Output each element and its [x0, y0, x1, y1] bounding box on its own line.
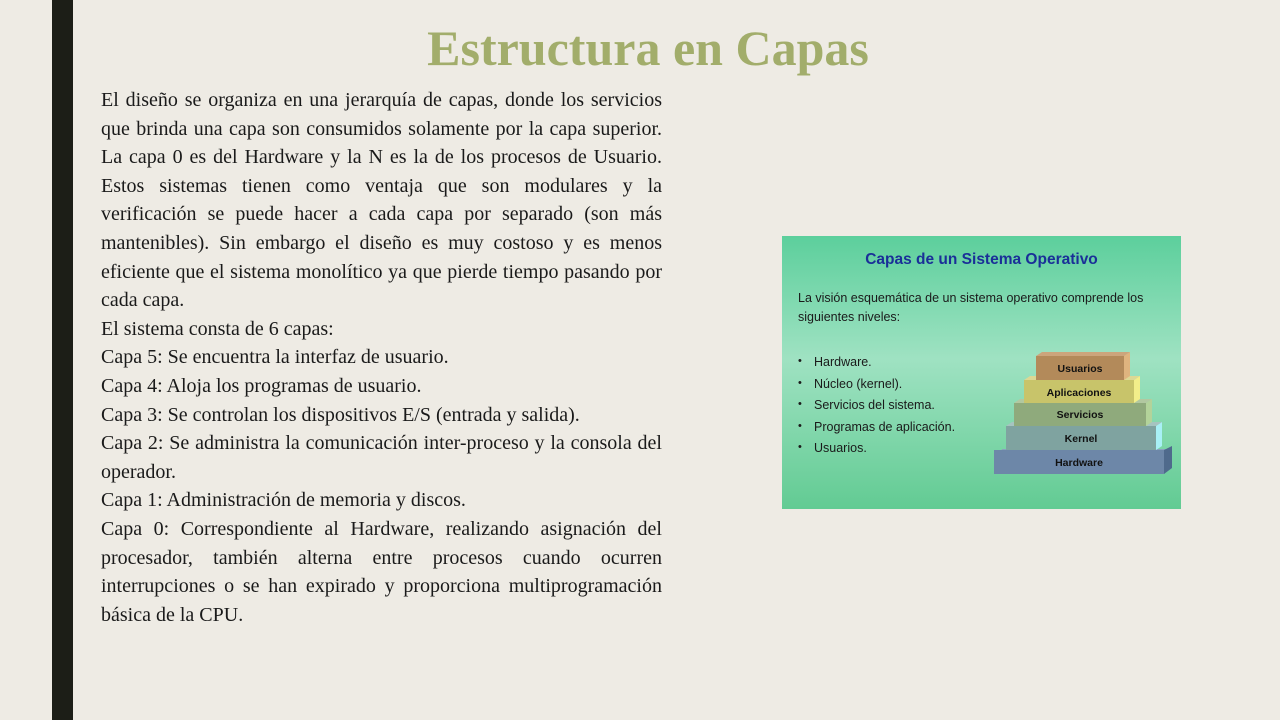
list-item: • Servicios del sistema. [798, 395, 955, 417]
layer-label-kernel: Kernel [1064, 433, 1098, 445]
layer-label-usuarios: Usuarios [1057, 363, 1103, 375]
layer-5-text: Capa 5: Se encuentra la interfaz de usuario. [101, 346, 449, 369]
layer-3-text: Capa 3: Se controlan los dispositivos E/S (entrada y salida). [101, 403, 580, 426]
list-item: • Programas de aplicación. [798, 417, 955, 439]
layer-hardware-block [994, 446, 1172, 474]
left-accent-bar [52, 0, 73, 720]
intro-paragraph: El diseño se organiza en una jerarquía de capas, donde los servicios que brinda una capa son consumidos solamente por la capa superior. La capa 0 es del Hardware y la N es la de los procesos de Usuario. Estos sistemas tienen como ventaja que son modulares y la verificación se puede hacer a cada capa por separado (son más mantenibles). Sin embargo el diseño es muy costoso y es menos eficiente que el sistema monolítico ya que pierde tiempo pasando por cada capa. [101, 89, 662, 312]
layer-servicios-block [1014, 399, 1152, 426]
layer-usuarios-block [1036, 352, 1130, 380]
layer-1-text: Capa 1: Administración de memoria y discos. [101, 489, 466, 512]
slide-title: Estructura en Capas [427, 20, 869, 76]
layer-label-hardware: Hardware [1055, 457, 1103, 469]
layer-0-text: Capa 0: Correspondiente al Hardware, realizando asignación del procesador, también alterna entre procesos cuando ocurren interrupciones o se han expirado y proporciona multiprogramación básica de la CPU. [101, 517, 662, 626]
os-layers-figure [782, 236, 1181, 509]
layer-4-text: Capa 4: Aloja los programas de usuario. [101, 374, 422, 397]
layer-label-servicios: Servicios [1056, 409, 1104, 421]
layer-pyramid-diagram [782, 236, 1181, 509]
figure-description: La visión esquemática de un sistema operativo comprende los siguientes niveles: [798, 291, 1144, 324]
layer-kernel-block [1006, 422, 1162, 450]
slide-body [101, 86, 662, 629]
list-item: • Núcleo (kernel). [798, 374, 955, 396]
list-item: • Usuarios. [798, 438, 955, 460]
list-item: • Hardware. [798, 352, 955, 374]
layer-label-aplicaciones: Aplicaciones [1046, 387, 1112, 399]
layer-aplicaciones-block [1024, 376, 1140, 403]
layer-2-text: Capa 2: Se administra la comunicación inter-proceso y la consola del operador. [101, 432, 662, 483]
figure-title: Capas de un Sistema Operativo [865, 251, 1098, 268]
layers-count-text: El sistema consta de 6 capas: [101, 317, 334, 340]
